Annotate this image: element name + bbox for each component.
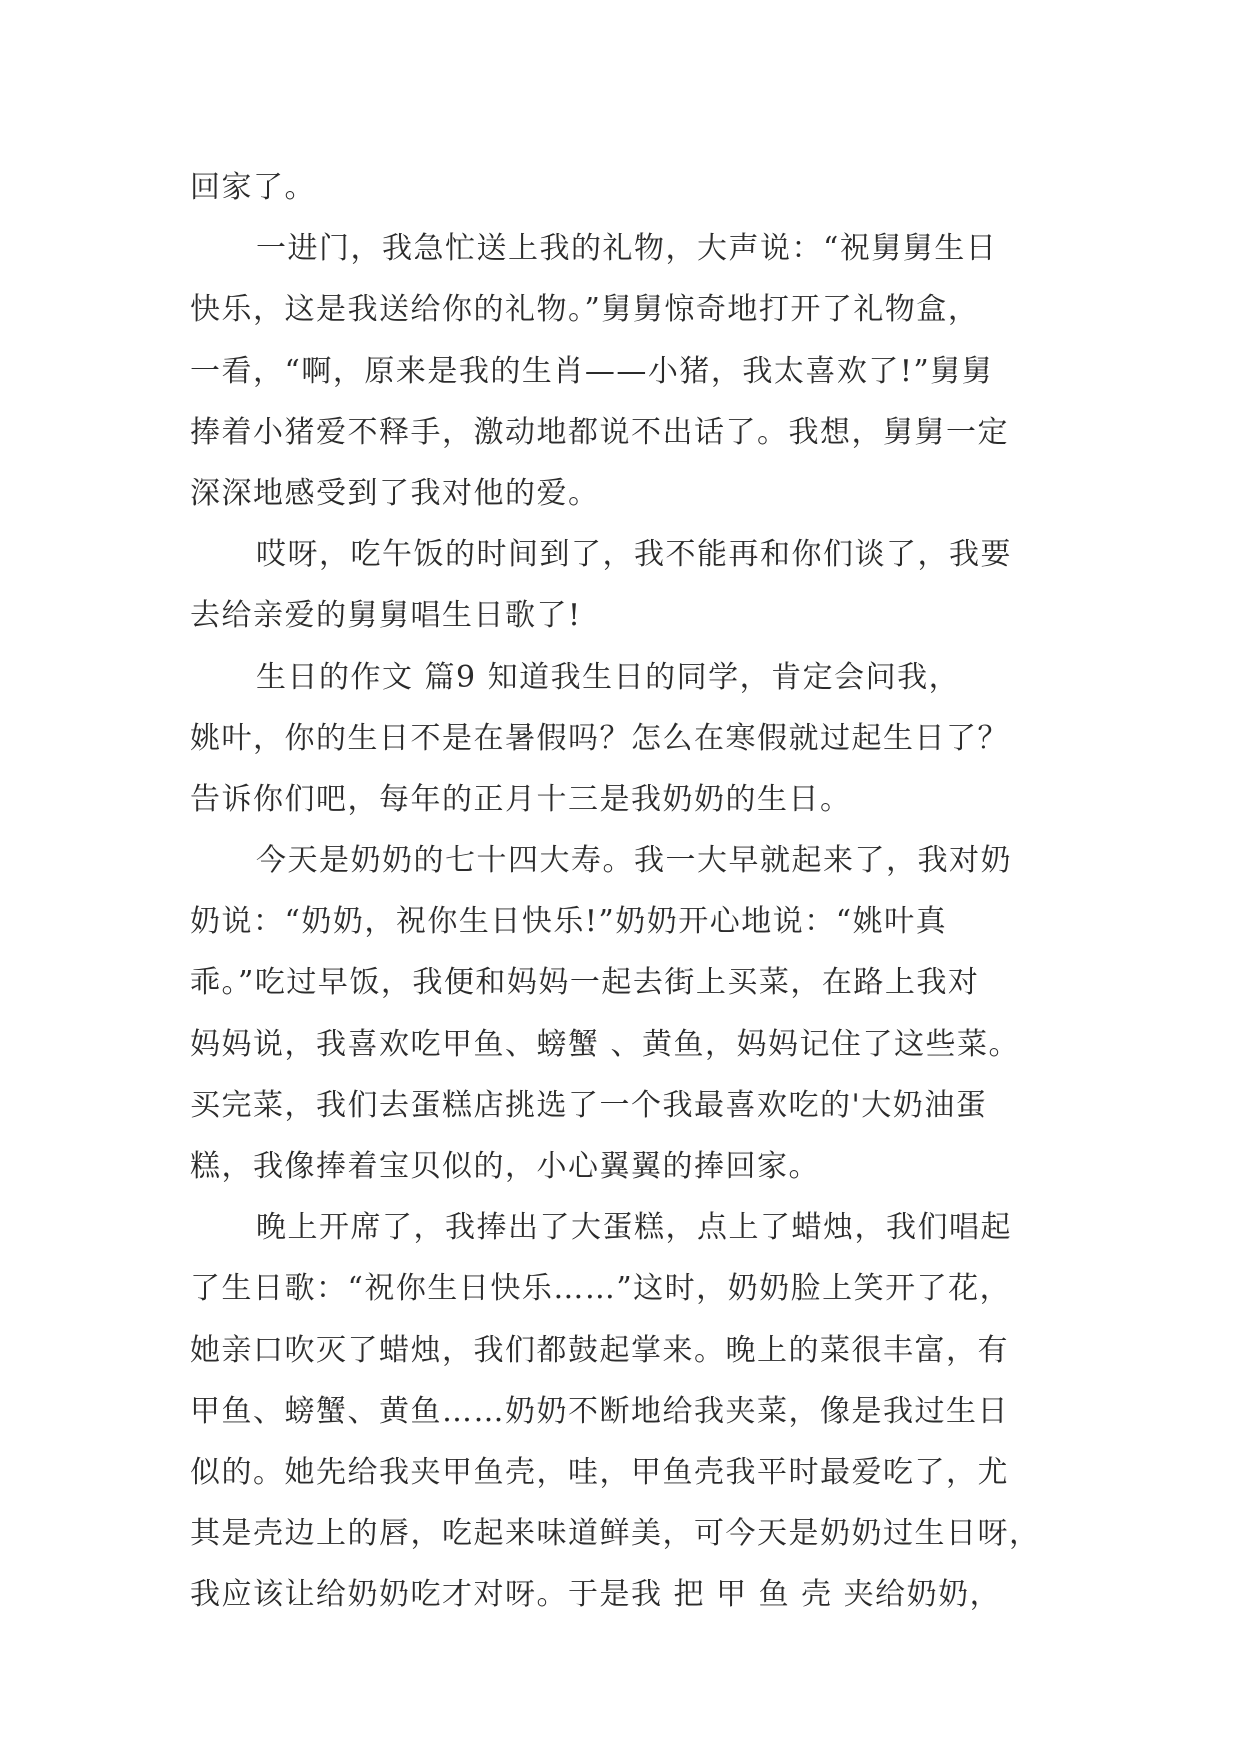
essay-text <box>190 157 1070 1626</box>
text-line-14: 乖。”吃过早饭，我便和妈妈一起去街上买菜，在路上我对 <box>190 965 980 1001</box>
text-line-23: 其是壳边上的唇，吃起来味道鲜美，可今天是奶奶过生日呀， <box>190 1516 1041 1552</box>
text-line-4: 一看，“啊，原来是我的生肖——小猪，我太喜欢了!”舅舅 <box>190 353 994 389</box>
text-line-12: 今天是奶奶的七十四大寿。我一大早就起来了，我对奶 <box>256 843 1012 879</box>
text-line-22: 似的。她先给我夹甲鱼壳，哇，甲鱼壳我平时最爱吃了，尤 <box>190 1454 1009 1490</box>
text-line-10: 姚叶，你的生日不是在暑假吗？怎么在寒假就过起生日了？ <box>190 720 1009 756</box>
text-line-16: 买完菜，我们去蛋糕店挑选了一个我最喜欢吃的'大奶油蛋 <box>190 1087 988 1123</box>
text-line-13: 奶说：“奶奶，祝你生日快乐!”奶奶开心地说：“姚叶真 <box>190 904 948 940</box>
text-line-5: 捧着小猪爱不释手，激动地都说不出话了。我想，舅舅一定 <box>190 414 1009 450</box>
text-line-3: 快乐，这是我送给你的礼物。”舅舅惊奇地打开了礼物盒， <box>190 292 980 328</box>
text-line-6: 深深地感受到了我对他的爱。 <box>190 475 600 511</box>
text-line-24: 我应该让给奶奶吃才对呀。于是我 把 甲 鱼 壳 夹给奶奶， <box>190 1577 1002 1613</box>
text-line-7: 哎呀，吃午饭的时间到了，我不能再和你们谈了，我要 <box>256 537 1012 573</box>
text-line-18: 晚上开席了，我捧出了大蛋糕，点上了蜡烛，我们唱起 <box>256 1210 1012 1246</box>
text-line-8: 去给亲爱的舅舅唱生日歌了! <box>190 598 582 634</box>
text-line-17: 糕，我像捧着宝贝似的，小心翼翼的捧回家。 <box>190 1149 820 1184</box>
text-line-20: 她亲口吹灭了蜡烛，我们都鼓起掌来。晚上的菜很丰富，有 <box>190 1332 1009 1368</box>
text-line-1: 回家了。 <box>190 170 316 205</box>
text-line-11: 告诉你们吧，每年的正月十三是我奶奶的生日。 <box>190 781 852 817</box>
text-line-15: 妈妈说，我喜欢吃甲鱼、螃蟹 、黄鱼，妈妈记住了这些菜。 <box>190 1026 1021 1062</box>
text-line-21: 甲鱼、螃蟹、黄鱼……奶奶不断地给我夹菜，像是我过生日 <box>190 1393 1009 1429</box>
text-line-2: 一进门，我急忙送上我的礼物，大声说：“祝舅舅生日 <box>256 231 998 267</box>
text-line-19: 了生日歌：“祝你生日快乐……”这时，奶奶脸上笑开了花， <box>190 1271 1012 1307</box>
text-line-9: 生日的作文 篇9 知道我生日的同学，肯定会问我， <box>256 659 961 695</box>
